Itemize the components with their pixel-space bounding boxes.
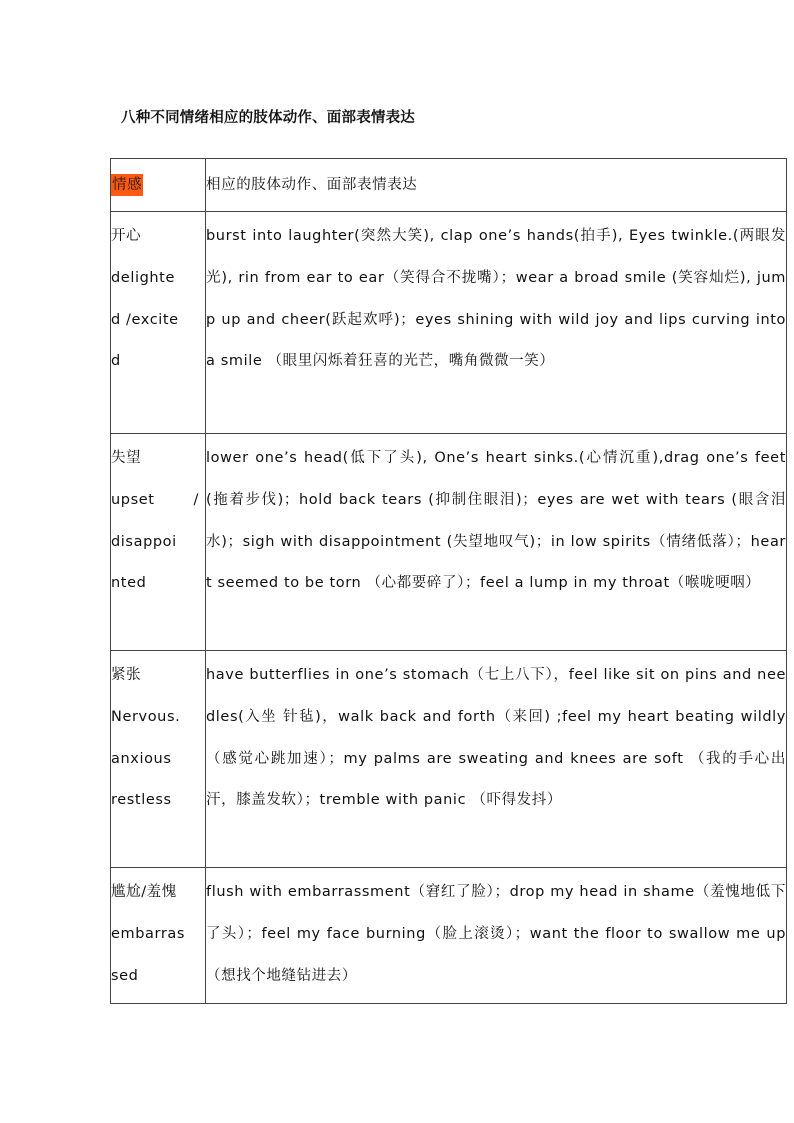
emotion-english: delighte <box>111 269 175 286</box>
emotion-name: 失望 <box>111 450 142 466</box>
table-row <box>111 868 787 1004</box>
emotion-english: d /excite <box>111 311 179 328</box>
header-expression-cell <box>206 159 787 212</box>
header-expression-label: 相应的肢体动作、面部表情表达 <box>206 177 418 193</box>
emotion-cell <box>111 212 206 434</box>
expression-cell: burst into laughter(突然大笑), clap one’s hands(拍手), Eyes twinkle.(两眼发光), rin from ear to ear（笑得合不拢嘴）；wear a broad smile (笑容灿烂), jump up and cheer(跃起欢呼)；eyes shining with wild joy and lips curving into a smile （眼里闪烁着狂喜的光芒，嘴角微微一笑） <box>206 212 787 434</box>
emotion-expression-table <box>110 158 787 1004</box>
table-header-row <box>111 159 787 212</box>
emotion-english: sed <box>111 967 139 984</box>
expression-cell: flush with embarrassment（窘红了脸）；drop my head in shame（羞愧地低下了头）；feel my face burning（脸上滚烫）；want the floor to swallow me up （想找个地缝钻进去） <box>206 868 787 1004</box>
emotion-english: disappoi <box>111 533 177 550</box>
emotion-cell <box>111 651 206 868</box>
emotion-name: 开心 <box>111 228 142 244</box>
header-emotion-cell <box>111 159 206 212</box>
table-row <box>111 212 787 434</box>
emotion-cell <box>111 868 206 1004</box>
emotion-english: d <box>111 353 121 370</box>
expression-cell: lower one’s head(低下了头), One’s heart sinks.(心情沉重),drag one’s feet (拖着步伐)；hold back tears (抑制住眼泪)；eyes are wet with tears (眼含泪水)；sigh with disappointment (失望地叹气)；in low spirits（情绪低落）；heart seemed to be torn （心都要碎了）；feel a lump in my throat（喉咙哽咽） <box>206 434 787 651</box>
emotion-english: Nervous. <box>111 708 181 725</box>
emotion-cell <box>111 434 206 651</box>
table-row <box>111 651 787 868</box>
emotion-english: nted <box>111 575 147 592</box>
document-title: 八种不同情绪相应的肢体动作、面部表情表达 <box>121 110 415 126</box>
emotion-english: anxious <box>111 750 172 767</box>
emotion-name: 尴尬/羞愧 <box>111 884 177 900</box>
expression-cell: have butterflies in one’s stomach（七上八下），feel like sit on pins and needles(入坐 针毡)，walk back and forth（来回) ;feel my heart beating wildly （感觉心跳加速）；my palms are sweating and knees are soft （我的手心出汗，膝盖发软）；tremble with panic （吓得发抖） <box>206 651 787 868</box>
header-emotion-label: 情感 <box>111 174 143 196</box>
emotion-english: embarras <box>111 925 186 942</box>
emotion-english: upset / <box>111 491 199 508</box>
emotion-name: 紧张 <box>111 667 142 683</box>
table-row <box>111 434 787 651</box>
emotion-english: restless <box>111 792 172 809</box>
